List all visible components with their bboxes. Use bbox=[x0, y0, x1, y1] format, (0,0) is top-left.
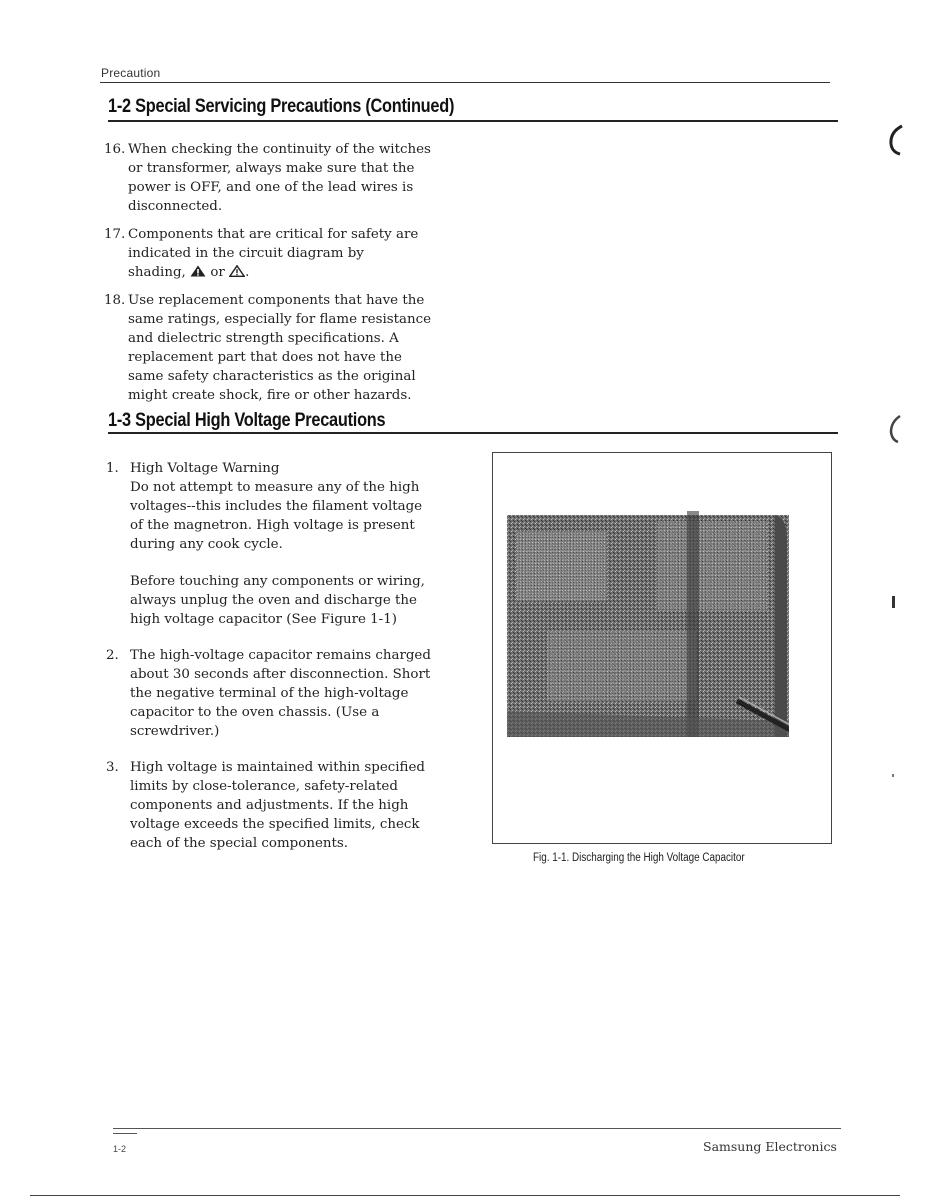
item-line: same ratings, especially for flame resistance bbox=[128, 312, 432, 327]
list-item-1 bbox=[106, 459, 476, 629]
figure-caption: Fig. 1-1. Discharging the High Voltage Capacitor bbox=[533, 852, 745, 864]
item-line: high voltage capacitor (See Figure 1-1) bbox=[130, 612, 397, 627]
item-line: same safety characteristics as the original bbox=[128, 369, 416, 384]
section-1-3-list bbox=[106, 459, 476, 853]
item-number: 2. bbox=[106, 648, 119, 663]
item-line: always unplug the oven and discharge the bbox=[130, 593, 417, 608]
item-line bbox=[128, 263, 464, 282]
item-line: disconnected. bbox=[128, 199, 223, 214]
list-item-18 bbox=[104, 291, 464, 405]
item-line: High voltage is maintained within specified bbox=[130, 760, 425, 775]
section-title-1-2: 1-2 Special Servicing Precautions (Continued) bbox=[108, 96, 455, 117]
item-line: each of the special components. bbox=[130, 836, 348, 851]
item-line: screwdriver.) bbox=[130, 724, 220, 739]
item-line: of the magnetron. High voltage is present bbox=[130, 518, 415, 533]
header-rule bbox=[100, 82, 830, 83]
list-item-17 bbox=[104, 225, 464, 282]
item-line: When checking the continuity of the witches bbox=[128, 142, 431, 157]
item-line: Before touching any components or wiring, bbox=[130, 574, 425, 589]
item-line: the negative terminal of the high-voltage bbox=[130, 686, 409, 701]
section-title-1-3: 1-3 Special High Voltage Precautions bbox=[108, 410, 386, 431]
section-rule-1-3 bbox=[108, 432, 838, 434]
item-line: voltages--this includes the filament voltage bbox=[130, 499, 423, 514]
item-line: components and adjustments. If the high bbox=[130, 798, 409, 813]
section-rule-1-2 bbox=[108, 120, 838, 122]
item-number: 16. bbox=[104, 142, 126, 157]
section-1-2-list bbox=[104, 140, 464, 405]
warning-triangle-outline-icon bbox=[229, 265, 245, 277]
list-item-2 bbox=[106, 646, 476, 741]
figure-frame bbox=[492, 452, 832, 844]
item-line: Components that are critical for safety are bbox=[128, 227, 419, 242]
capacitor-photo bbox=[507, 511, 789, 737]
item-line: during any cook cycle. bbox=[130, 537, 283, 552]
item-line: power is OFF, and one of the lead wires is bbox=[128, 180, 414, 195]
footer-rule-short bbox=[113, 1133, 137, 1134]
item-line: might create shock, fire or other hazards. bbox=[128, 388, 412, 403]
bottom-edge-rule bbox=[30, 1195, 900, 1196]
item-text: or bbox=[210, 265, 225, 280]
item-line: limits by close-tolerance, safety-related bbox=[130, 779, 398, 794]
item-number: 3. bbox=[106, 760, 119, 775]
item-line: voltage exceeds the specified limits, check bbox=[130, 817, 420, 832]
item-number: 1. bbox=[106, 461, 119, 476]
list-item-3 bbox=[106, 758, 476, 853]
footer-rule bbox=[113, 1128, 841, 1129]
item-text: . bbox=[245, 265, 250, 280]
item-line: indicated in the circuit diagram by bbox=[128, 246, 364, 261]
item-text: shading, bbox=[128, 265, 186, 280]
item-line: replacement part that does not have the bbox=[128, 350, 402, 365]
item-line: Use replacement components that have the bbox=[128, 293, 425, 308]
item-paragraph bbox=[130, 572, 476, 629]
item-line: about 30 seconds after disconnection. Short bbox=[130, 667, 431, 682]
item-number: 17. bbox=[104, 227, 126, 242]
item-line: or transformer, always make sure that the bbox=[128, 161, 415, 176]
margin-scan-marks bbox=[880, 120, 910, 800]
item-line: and dielectric strength specifications. A bbox=[128, 331, 399, 346]
warning-triangle-filled-icon bbox=[190, 265, 206, 277]
header-label: Precaution bbox=[101, 66, 161, 80]
footer-company: Samsung Electronics bbox=[703, 1139, 837, 1154]
list-item-16 bbox=[104, 140, 464, 216]
item-line: capacitor to the oven chassis. (Use a bbox=[130, 705, 380, 720]
page-number: 1-2 bbox=[113, 1144, 127, 1154]
item-heading: High Voltage Warning bbox=[130, 461, 280, 476]
item-number: 18. bbox=[104, 293, 126, 308]
item-line: Do not attempt to measure any of the high bbox=[130, 480, 420, 495]
item-line: The high-voltage capacitor remains charged bbox=[130, 648, 431, 663]
